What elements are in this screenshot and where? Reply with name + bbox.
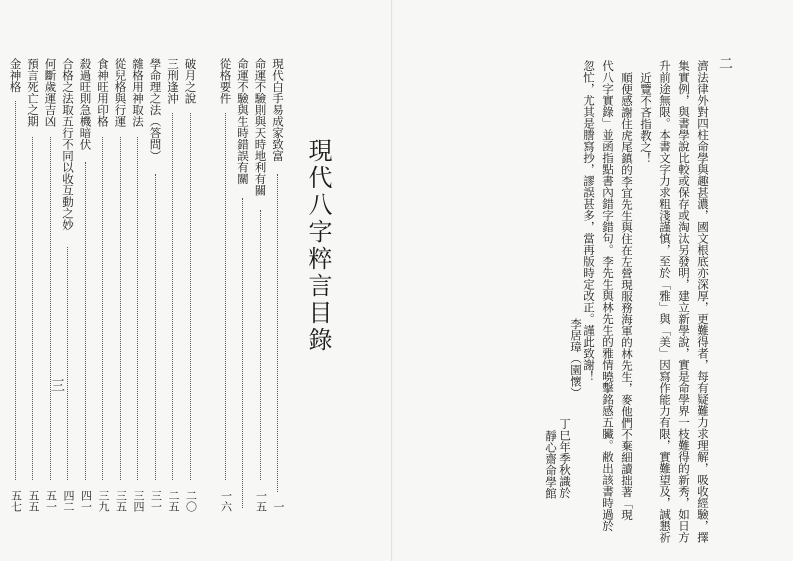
toc-leader-dots — [242, 198, 243, 508]
toc-leader-dots — [15, 101, 16, 480]
toc-entry — [130, 58, 146, 512]
toc-entry-page: 二五 — [167, 490, 180, 512]
preface-column: 忽忙，尤其是謄寫抄，謬誤甚多，當再版時定改正。謹此致謝！ — [582, 60, 596, 382]
page-number-left: 三 — [49, 378, 65, 392]
toc-entry-title: 金神格 — [8, 58, 23, 93]
toc-entry — [60, 58, 76, 512]
toc-entry — [8, 58, 24, 512]
preface-column: 集實例，與書學說比較或保存或淘汰另發明，建立新學說，實是命學界一枝難得的新秀，如日方 — [677, 60, 691, 543]
toc-leader-dots — [32, 137, 33, 480]
toc-leader-dots — [120, 137, 121, 480]
toc-leader-dots — [190, 113, 191, 480]
preface-column: 濟法律外對四柱命學與趣甚濃，國文根底亦深厚，更難得者，每有疑難力求理解，吸收經驗，擇 — [696, 60, 710, 543]
toc-entry-title: 現代白手易成家致富 — [271, 58, 285, 162]
toc-entry-title: 合格之法取五行不同以收互動之妙 — [61, 58, 75, 231]
toc-entry-title: 雜格用神取法 — [131, 58, 145, 127]
toc-entry-page: 三一 — [149, 490, 163, 512]
toc-leader-dots — [67, 247, 68, 480]
toc-entry-page: 五五 — [27, 490, 40, 512]
toc-entry-title: 學命理之法（答問） — [148, 58, 163, 162]
toc-entry-page: 四二 — [62, 490, 75, 512]
toc-entry-title: 命運不驗與生時錯誤有關 — [236, 58, 250, 185]
toc-entry-title: 殺過旺則急機暗伏 — [78, 58, 93, 150]
toc-entry-title: 從格要件 — [218, 58, 233, 104]
toc-entry-title: 預言死亡之期 — [26, 58, 40, 127]
toc-entry-page: 三四 — [132, 490, 145, 512]
toc-entry — [25, 58, 41, 512]
toc-entry — [148, 58, 164, 512]
toc-entry — [43, 58, 59, 512]
toc-leader-dots — [225, 113, 226, 480]
toc-entry-title: 從兒格與行運 — [113, 58, 128, 127]
preface-column: 順便感謝住虎尾鎮的李宜先生與住在左營現服務海軍的林先生，麥他們不棄細讀拙著「現 — [620, 72, 634, 521]
toc-entry-page: 三九 — [97, 490, 110, 512]
toc-entry-page: 一五 — [254, 490, 268, 512]
toc-page — [0, 0, 392, 561]
toc-leader-dots — [85, 162, 86, 480]
toc-entry-title: 三刑逢沖 — [166, 58, 180, 104]
toc-entry — [165, 58, 181, 512]
toc-leader-dots — [102, 137, 103, 480]
toc-entry — [253, 58, 269, 512]
toc-entry-page: 四一 — [79, 490, 93, 512]
toc-entry — [113, 58, 129, 512]
signature-author: 李居璋（園懷） — [569, 318, 583, 399]
toc-leader-dots — [260, 210, 261, 480]
toc-entry-page: 一六 — [219, 490, 233, 512]
toc-entry-page: 一 — [272, 501, 285, 512]
preface-column: 代八字實錄」並函指點書內錯字錯句。李先生與林先生的雅情曉擊銘感五臟。敝出該書時過於 — [601, 60, 615, 532]
preface-column: 近覽不吝指教之！ — [639, 72, 653, 164]
toc-leader-dots — [155, 174, 156, 480]
toc-entry-page: 二〇 — [184, 490, 198, 512]
toc-leader-dots — [277, 174, 278, 492]
preface-page — [394, 0, 793, 561]
preface-column: 升前途無限。本書文字力求粗淺謹慎，至於「雅」與「美」因寫作能力有限，實難望及，誠懇祈 — [658, 60, 672, 543]
toc-entry-title: 破月之說 — [183, 58, 198, 104]
toc-entry-page: 三五 — [114, 490, 128, 512]
toc-leader-dots — [50, 137, 51, 480]
toc-entry-title: 食神旺用印格 — [96, 58, 110, 127]
toc-leader-dots — [172, 113, 173, 480]
toc-title: 現代八字粹言目錄 — [304, 138, 332, 354]
toc-leader-dots — [137, 137, 138, 480]
toc-entry — [218, 58, 234, 512]
toc-entry — [235, 58, 251, 512]
toc-entry — [183, 58, 199, 512]
toc-entry-page: 五七 — [9, 490, 23, 512]
toc-entry-title: 何斷歲運吉凶 — [43, 58, 58, 127]
toc-entry — [270, 58, 286, 512]
toc-entry-page: 五一 — [44, 490, 58, 512]
toc-entry — [78, 58, 94, 512]
signature-date: 丁巳年季秋識於 — [558, 418, 572, 499]
signature-place: 靜心齋命學館 — [544, 430, 558, 499]
toc-entry — [95, 58, 111, 512]
page-number-right: 二 — [717, 56, 733, 70]
toc-entry-title: 命運不驗則與天時地利有關 — [253, 58, 268, 196]
